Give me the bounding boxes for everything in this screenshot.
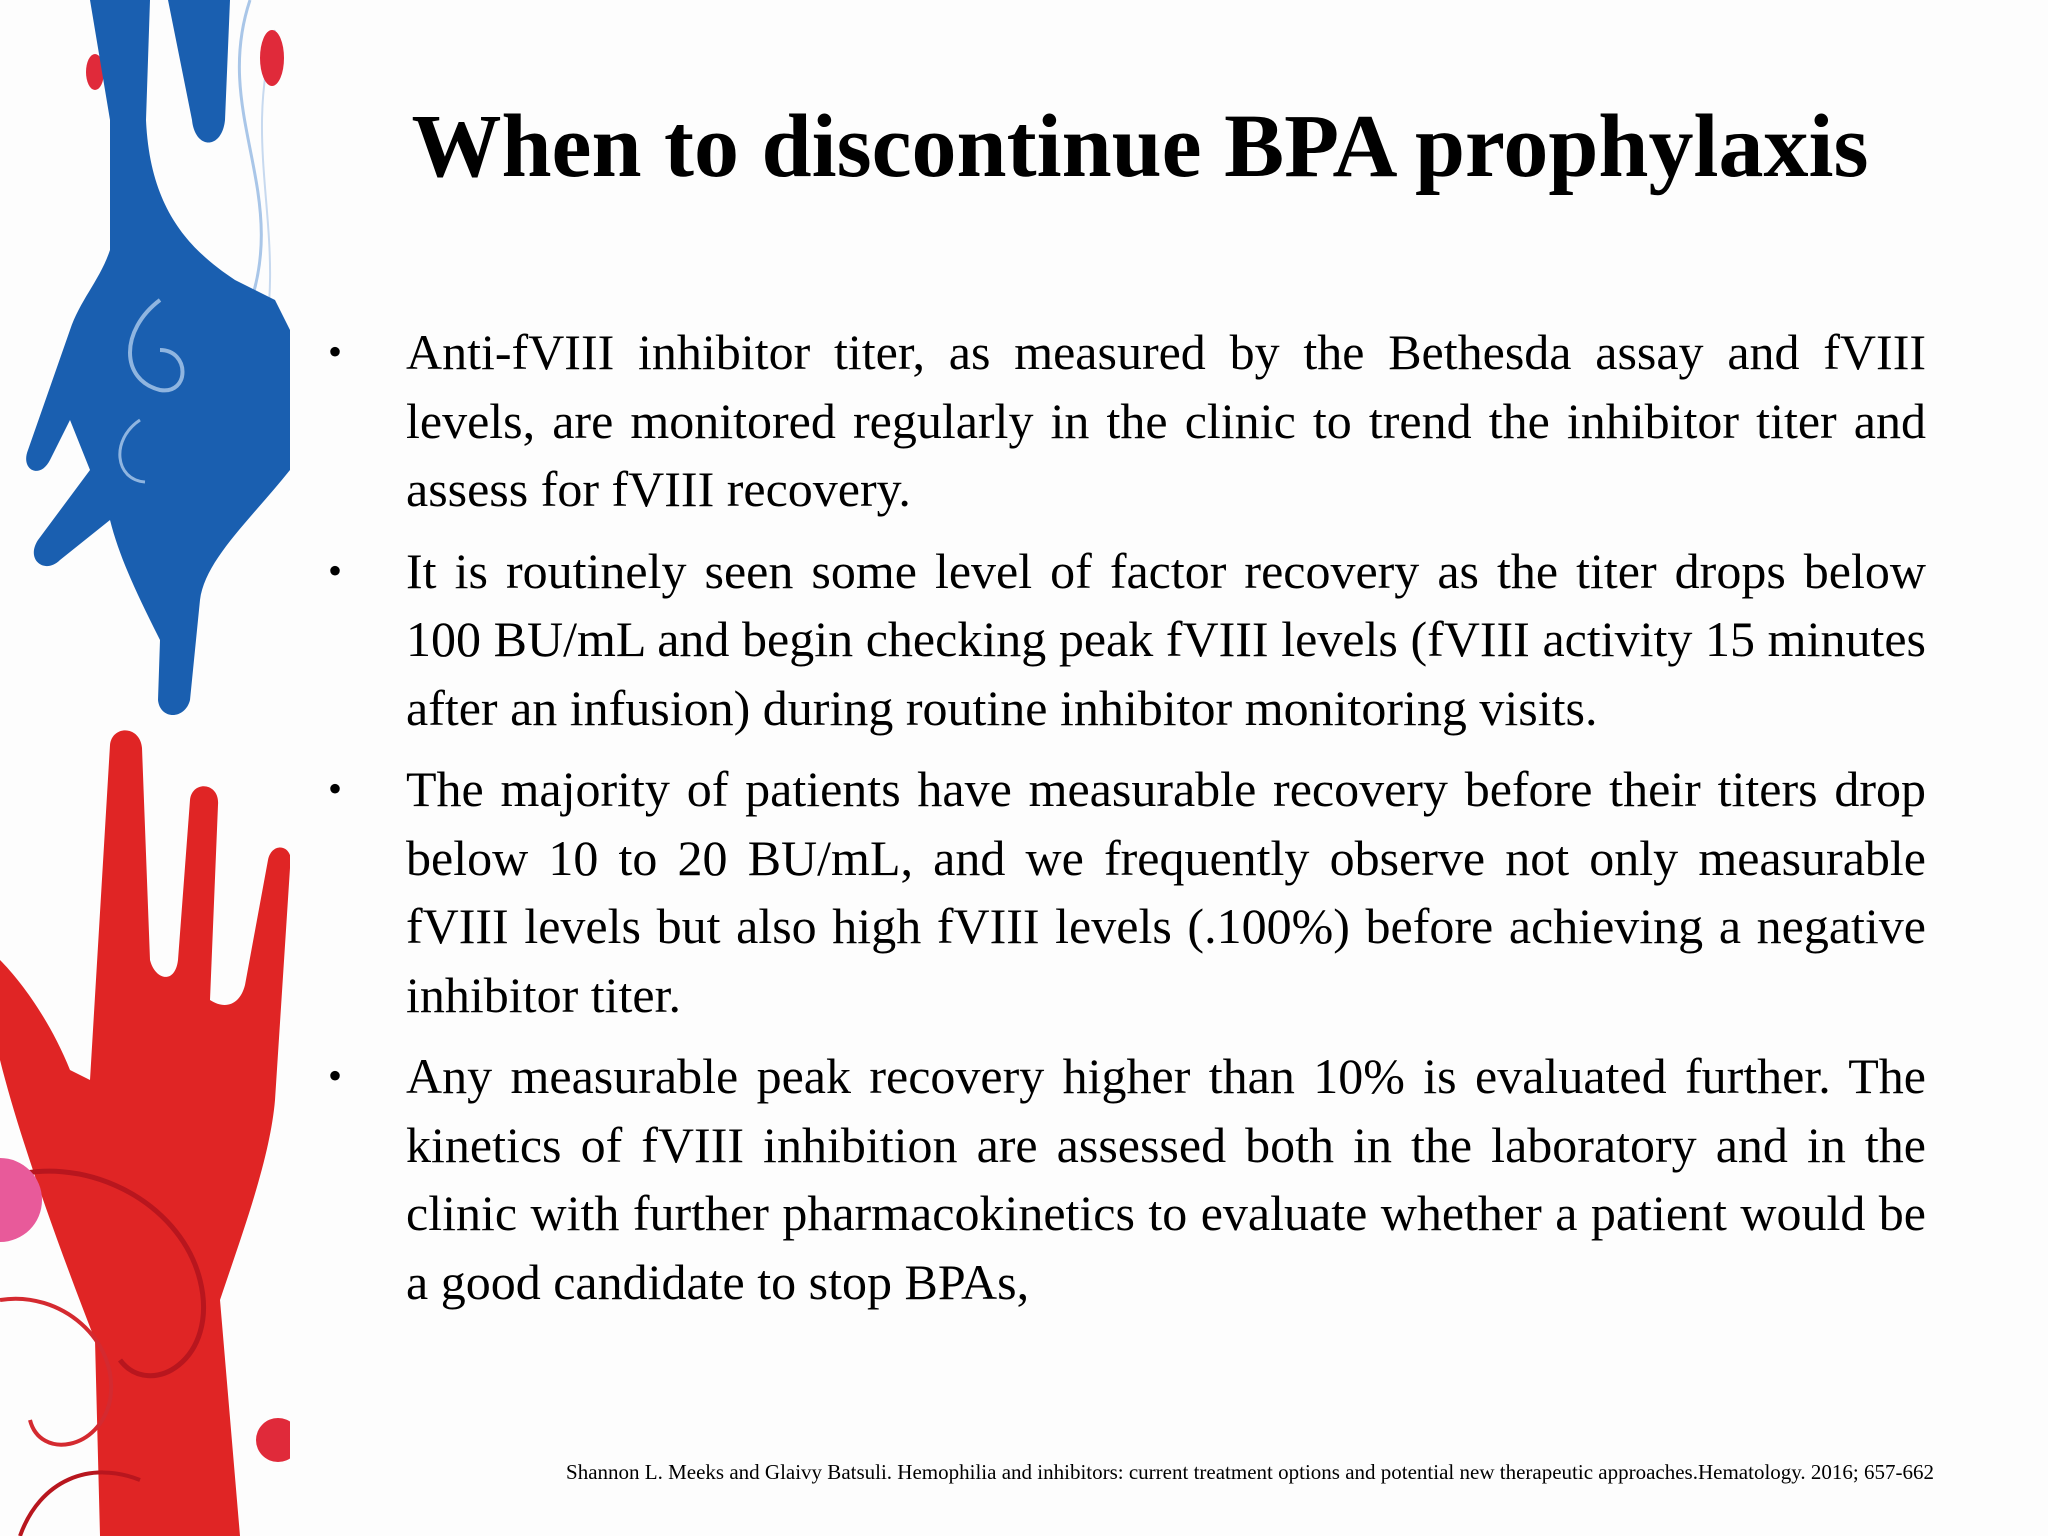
bullet-text: Anti-fVIII inhibitor titer, as measured by the Bethesda assay and fVIII levels, are monitored regularly in the clinic to trend the inhibitor titer and assess for fVIII recovery. — [406, 324, 1926, 517]
bullet-item — [328, 537, 1926, 743]
slide-title: When to discontinue BPA prophylaxis — [411, 97, 1869, 196]
bullet-icon: • — [328, 766, 343, 811]
bullet-list — [328, 318, 1926, 1329]
bullet-text: The majority of patients have measurable recovery before their titers drop below 10 to 20 BU/mL, and we frequently observe not only measurable fVIII levels but also high fVIII levels (.100%) before achieving a negative inhibitor titer. — [406, 761, 1926, 1023]
bullet-text: Any measurable peak recovery higher than 10% is evaluated further. The kinetics of fVIII inhibition are assessed both in the laboratory and in the clinic with further pharmacokinetics to evaluate whether a patient would be a good candidate to stop BPAs, — [406, 1048, 1926, 1310]
bullet-item — [328, 755, 1926, 1029]
bullet-item — [328, 318, 1926, 524]
citation: Shannon L. Meeks and Glaivy Batsuli. Hemophilia and inhibitors: current treatment options and potential new therapeutic approaches.Hematology. 2016; 657-662 — [566, 1460, 1934, 1484]
swirl-line — [239, 0, 261, 330]
red-hand-icon — [0, 730, 290, 1536]
bullet-text: It is routinely seen some level of factor recovery as the titer drops below 100 BU/mL and begin checking peak fVIII levels (fVIII activity 15 minutes after an infusion) during routine inhibitor monitoring visits. — [406, 542, 1926, 736]
red-dot — [256, 1418, 290, 1462]
bullet-item — [328, 1042, 1926, 1316]
decorative-hands-illustration — [0, 0, 290, 1536]
bullet-icon: • — [328, 329, 343, 374]
bullet-icon: • — [328, 547, 343, 593]
blue-hand-icon — [26, 0, 290, 715]
bullet-icon: • — [328, 1053, 343, 1098]
red-dot — [260, 30, 284, 86]
